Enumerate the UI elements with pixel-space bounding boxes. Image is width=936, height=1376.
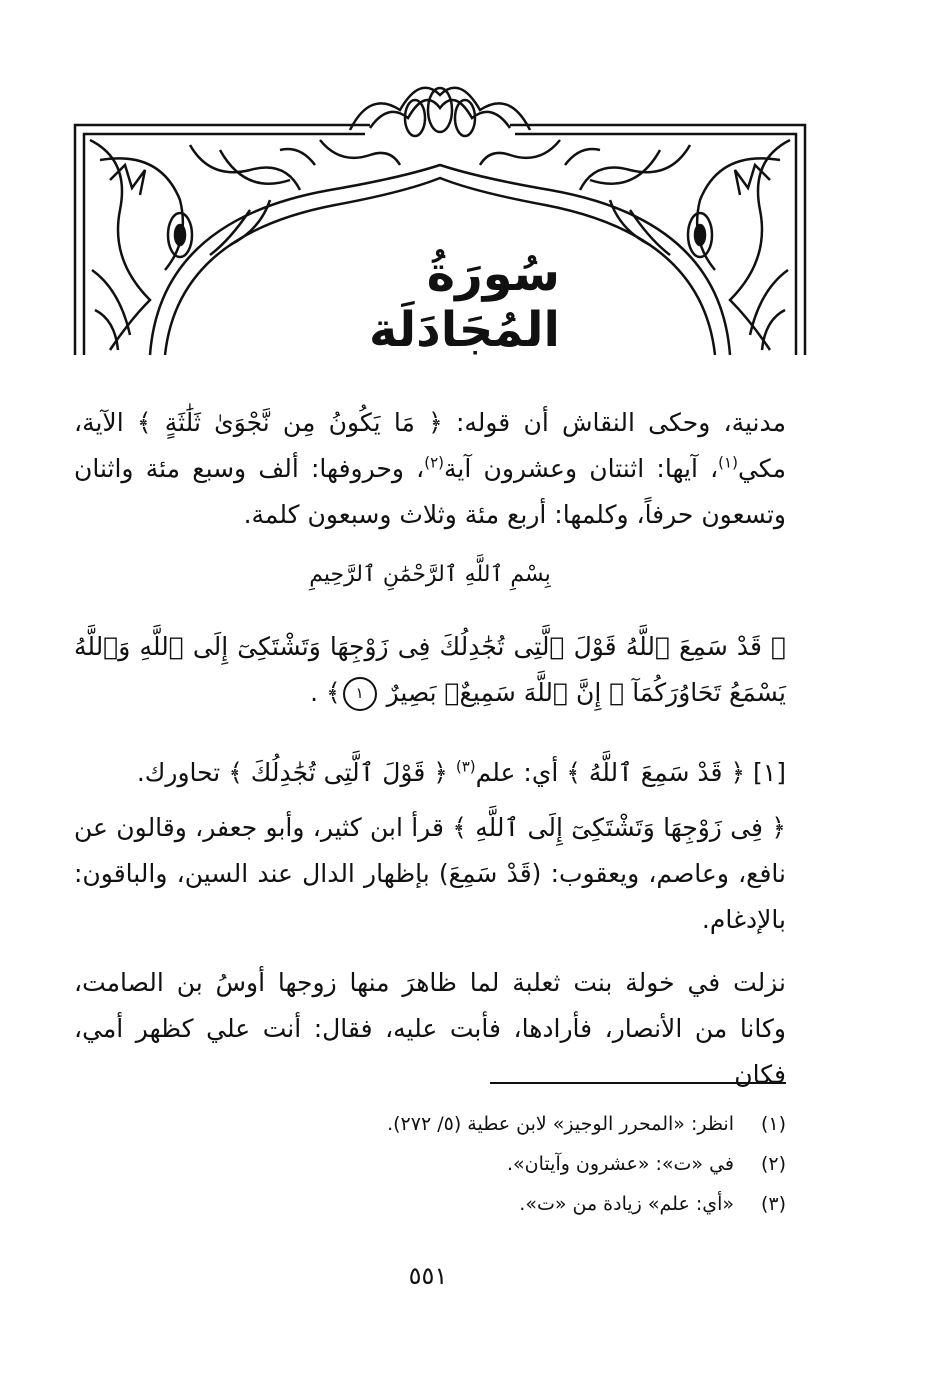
footnote-text: انظر: «المحرر الوجيز» لابن عطية (٥/ ٢٧٢).	[387, 1113, 734, 1135]
commentary-3: نزلت في خولة بنت ثعلبة لما ظاهرَ منها زوجها أوسُ بن الصامت، وكانا من الأنصار، فأرادها، فأبت عليه، فقال: أنت علي كظهر أمي، فكان	[74, 968, 786, 1089]
quran-verse	[74, 624, 786, 716]
commentary-paragraph-1	[74, 750, 786, 796]
commentary-paragraph-2	[74, 805, 786, 943]
footnote-text: في «ت»: «عشرون وآيتان».	[507, 1153, 734, 1175]
footnote-number: (١)	[760, 1113, 786, 1135]
footnote-ref-2[interactable]: (٢)	[424, 453, 444, 472]
ayah-number-marker: ١	[343, 677, 377, 711]
commentary-paragraph-3	[74, 960, 786, 1098]
intro-text-part2: ، آيها: اثنتان وعشرون آية	[443, 454, 719, 483]
intro-paragraph	[74, 400, 786, 538]
verse-paragraph	[74, 624, 786, 716]
intro-text-part3: ، وحروفها: ألف وسبع مئة واثنان وتسعون حرفاً، وكلمها: أربع مئة وثلاث وسبعون كلمة.	[74, 454, 786, 529]
footnote-number: (٣)	[760, 1193, 786, 1215]
footnote-number: (٢)	[760, 1153, 786, 1175]
footnote-item	[300, 1104, 786, 1144]
surah-introduction	[74, 400, 786, 538]
verse-text: ﴿ قَدْ سَمِعَ ٱللَّهُ قَوْلَ ٱلَّتِى تُجَٰدِلُكَ فِى زَوْجِهَا وَتَشْتَكِىٓ إِلَى ٱللَّهِ وَٱللَّهُ يَسْمَعُ تَحَاوُرَكُمَآ ۚ إِنَّ ٱللَّهَ سَمِيعٌۢ بَصِيرٌ	[74, 632, 786, 707]
footnote-item	[300, 1144, 786, 1184]
footnote-separator	[490, 1082, 786, 1084]
commentary-1-text-part1: [١] ﴿ قَدْ سَمِعَ ٱللَّهُ ﴾ أي: علم	[475, 758, 786, 787]
commentary-1	[74, 750, 786, 796]
basmala: بِسْمِ ٱللَّهِ ٱلرَّحْمَٰنِ ٱلرَّحِيمِ	[309, 562, 551, 587]
footnote-text: «أي: علم» زيادة من «ت».	[519, 1193, 734, 1215]
footnote-ref-1[interactable]: (١)	[718, 453, 738, 472]
footnotes	[300, 1104, 786, 1224]
commentary-2: ﴿ فِى زَوْجِهَا وَتَشْتَكِىٓ إِلَى ٱللَّهِ ﴾ قرأ ابن كثير، وأبو جعفر، وقالون عن نافع، وعاصم، ويعقوب: (قَدْ سَمِعَ) بإظهار الدال عند السين، والباقون: بالإدغام.	[74, 813, 786, 934]
footnote-item	[300, 1184, 786, 1224]
commentary-1-text-part2: ﴿ قَوْلَ ٱلَّتِى تُجَٰدِلُكَ ﴾ تحاورك.	[136, 758, 456, 787]
verse-closing: ﴾ .	[310, 678, 341, 707]
footnote-ref-3[interactable]: (٣)	[455, 757, 476, 776]
surah-title: سُورَةُ المُجَادَلَة	[368, 246, 560, 358]
page-number: ٥٥١	[408, 1262, 448, 1290]
intro-text-part1: مدنية، وحكى النقاش أن قوله: ﴿ مَا يَكُونُ مِن نَّجْوَىٰ ثَلَٰثَةٍ ﴾ الآية، مكي	[74, 408, 786, 483]
